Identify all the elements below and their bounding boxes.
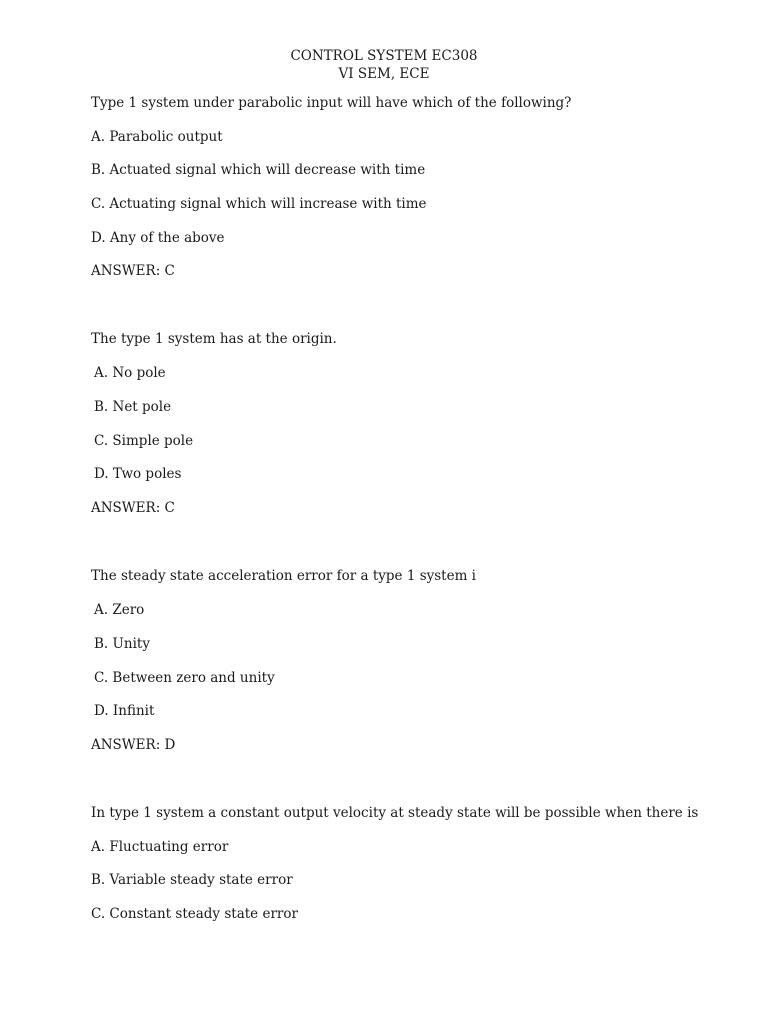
question-3-text: The steady state acceleration error for a type 1 system i	[91, 568, 477, 584]
document-title: CONTROL SYSTEM EC308	[290, 48, 478, 64]
question-1-option-c: C. Actuating signal which will increase with time	[91, 196, 427, 212]
question-1-option-a: A. Parabolic output	[91, 129, 223, 145]
question-1-option-d: D. Any of the above	[91, 230, 225, 246]
question-2-option-c: C. Simple pole	[94, 433, 194, 449]
question-4-option-a: A. Fluctuating error	[91, 839, 229, 855]
question-2-option-b: B. Net pole	[94, 399, 172, 415]
question-1-option-b: B. Actuated signal which will decrease with time	[91, 162, 426, 178]
question-4-option-c: C. Constant steady state error	[91, 906, 298, 922]
question-2-answer: ANSWER: C	[91, 500, 175, 516]
question-2-text: The type 1 system has at the origin.	[91, 331, 337, 347]
question-4-text: In type 1 system a constant output velocity at steady state will be possible when there is	[91, 805, 699, 821]
question-3-option-a: A. Zero	[94, 602, 145, 618]
question-3-option-c: C. Between zero and unity	[94, 670, 275, 686]
question-3-option-b: B. Unity	[94, 636, 150, 652]
question-2-option-d: D. Two poles	[94, 466, 182, 482]
question-1-text: Type 1 system under parabolic input will have which of the following?	[91, 95, 572, 111]
question-4-option-b: B. Variable steady state error	[91, 872, 293, 888]
question-1-answer: ANSWER: C	[91, 263, 175, 279]
question-3-answer: ANSWER: D	[91, 737, 176, 753]
question-2-option-a: A. No pole	[94, 365, 166, 381]
question-3-option-d: D. Infinit	[94, 703, 155, 719]
document-subtitle: VI SEM, ECE	[338, 66, 430, 82]
